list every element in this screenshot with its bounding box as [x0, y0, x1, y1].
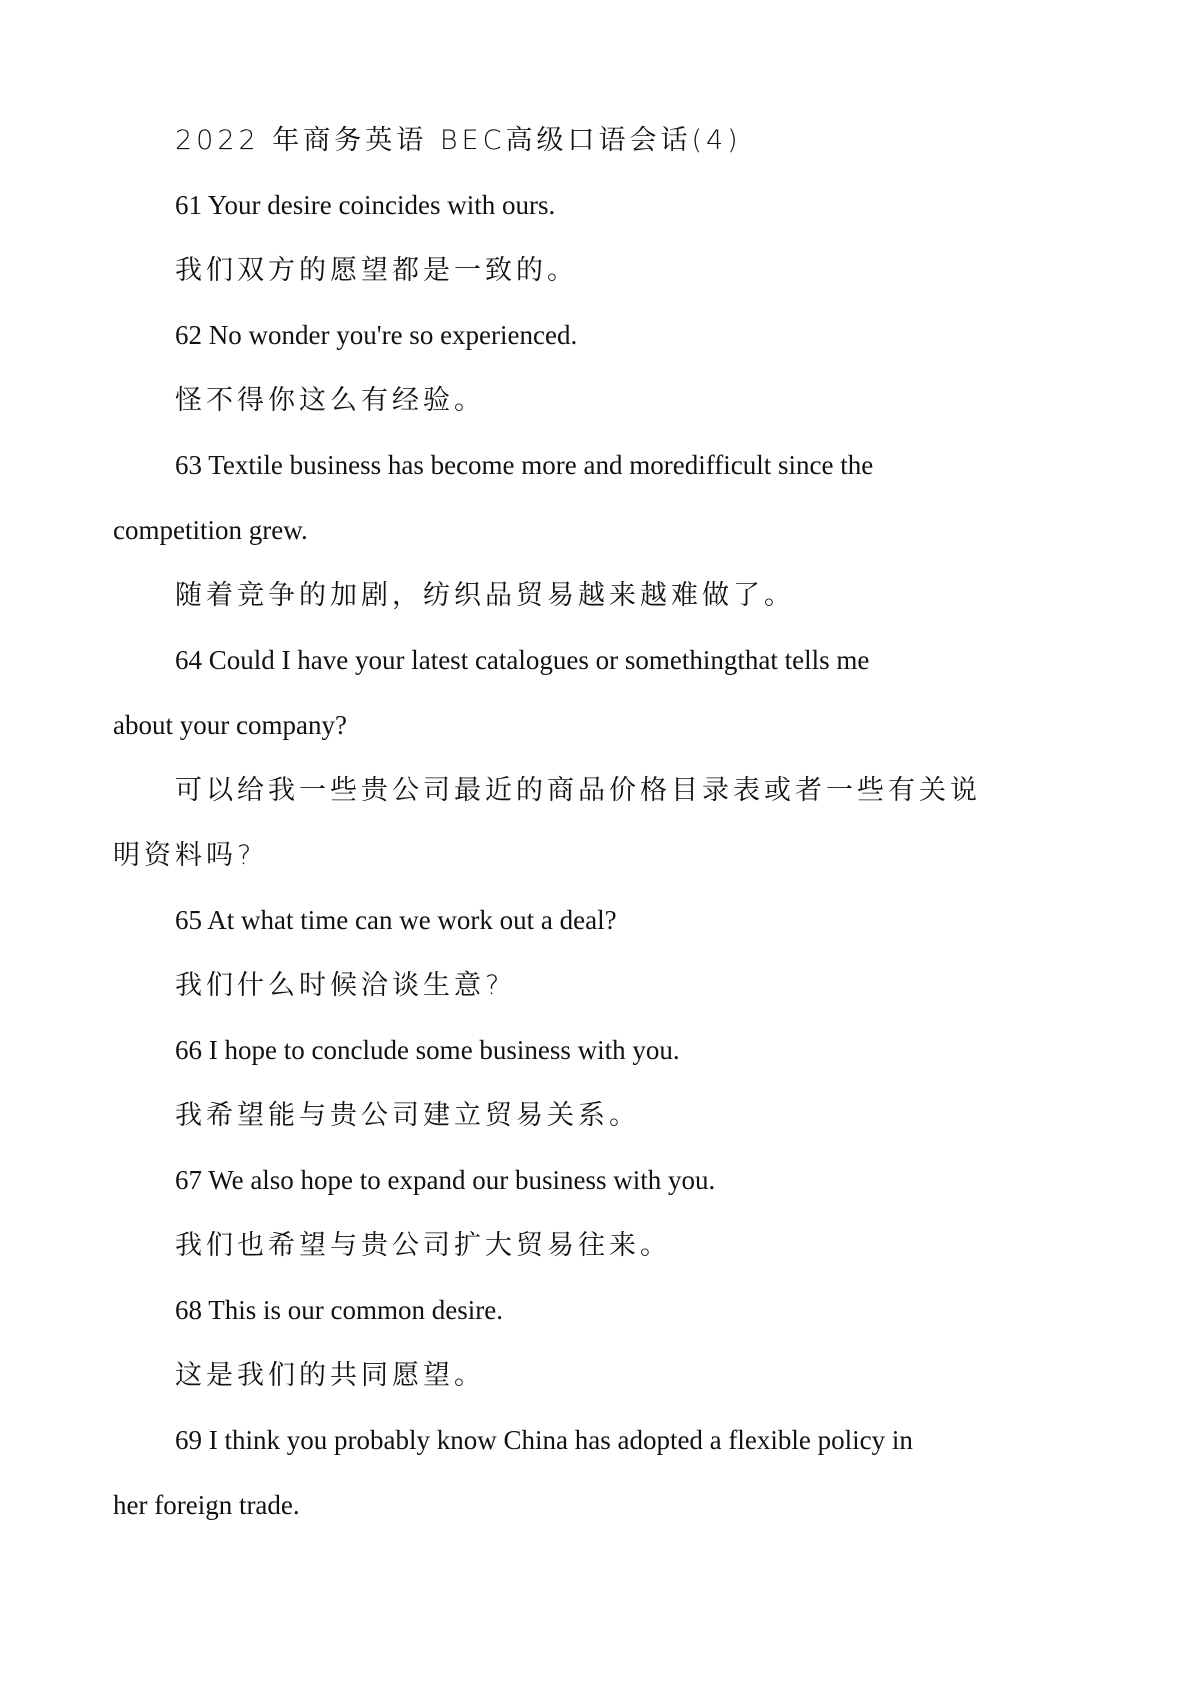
document-title: 2022 年商务英语 BEC高级口语会话(4) [175, 125, 742, 156]
phrase-63-english: 63 Textile business has become more and moredifficult since the competition grew. [113, 450, 874, 545]
phrase-64-english: 64 Could I have your latest catalogues or somethingthat tells me about your company? [113, 645, 870, 740]
phrase-69-english: 69 I think you probably know China has adopted a flexible policy in her foreign trade. [113, 1425, 913, 1520]
phrase-66-english: 66 I hope to conclude some business with you. [175, 1035, 680, 1065]
phrase-65-chinese: 我们什么时候洽谈生意? [175, 970, 504, 1001]
phrase-62-english: 62 No wonder you're so experienced. [175, 320, 578, 350]
document-body [113, 108, 1063, 1538]
phrase-66-chinese: 我希望能与贵公司建立贸易关系。 [175, 1100, 640, 1131]
phrase-68-chinese: 这是我们的共同愿望。 [175, 1360, 485, 1391]
phrase-62-chinese: 怪不得你这么有经验。 [175, 385, 485, 416]
phrase-63-chinese: 随着竞争的加剧，纺织品贸易越来越难做了。 [175, 580, 795, 611]
phrase-61-english: 61 Your desire coincides with ours. [175, 190, 556, 220]
phrase-67-chinese: 我们也希望与贵公司扩大贸易往来。 [175, 1230, 671, 1261]
phrase-68-english: 68 This is our common desire. [175, 1295, 503, 1325]
phrase-61-chinese: 我们双方的愿望都是一致的。 [175, 255, 578, 286]
phrase-65-english: 65 At what time can we work out a deal? [175, 905, 617, 935]
phrase-64-chinese: 可以给我一些贵公司最近的商品价格目录表或者一些有关说明资料吗? [113, 775, 981, 871]
phrase-67-english: 67 We also hope to expand our business with you. [175, 1165, 716, 1195]
